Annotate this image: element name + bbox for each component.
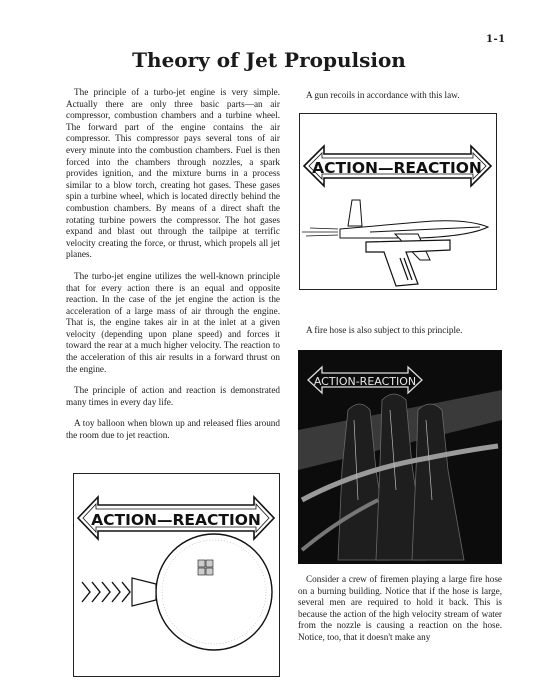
gun-arrow-label: ACTION—REACTION bbox=[312, 159, 482, 177]
paragraph-turbojet-basics: The principle of a turbo-jet engine is very simple. Actually there are only three basic parts—an air compressor, combustion chambers and a turbine wheel. The forward part of the engine contains the air compressor. This compressor pays several tons of air every minute into the combustion chambers. Fuel is then forced into the chambers through nozzles, a spark provides ignition, and the mixture burns in a process similar to a blow torch, creating hot gases. These gases spin a turbine wheel, which is located directly behind the combustion chambers. By means of a direct shaft the rotating turbine powers the compressor. The hot gases expand and blast out through the tailpipe at terrific velocity creating the force, or thrust, which propels all jet planes. bbox=[66, 87, 280, 260]
gun-figure bbox=[299, 113, 497, 290]
firemen-crew-text: Consider a crew of firemen playing a large fire hose on a burning building. Notice that if the hose is large, several men are required to hold it back. This is because the action of the high velocity stream of water from the nozzle is causing a reaction on the hose. Notice, too, that it doesn't make any bbox=[298, 574, 502, 642]
paragraph-toy-balloon: A toy balloon when blown up and released flies around the room due to jet reaction. bbox=[66, 418, 280, 441]
left-column bbox=[66, 87, 280, 452]
gun-illustration bbox=[300, 114, 495, 288]
pistol-icon bbox=[366, 240, 450, 286]
page-title: Theory of Jet Propulsion bbox=[132, 48, 406, 72]
hose-arrow-label: ACTION-REACTION bbox=[313, 375, 417, 388]
hose-caption: A fire hose is also subject to this principle. bbox=[306, 325, 463, 335]
balloon-figure bbox=[73, 473, 280, 677]
exhaust-lines-icon bbox=[302, 228, 338, 236]
firemen-figure bbox=[298, 350, 502, 564]
balloon-illustration bbox=[74, 474, 278, 675]
balloon-arrow-label: ACTION—REACTION bbox=[91, 511, 261, 529]
paragraph-action-reaction: The turbo-jet engine utilizes the well-known principle that for every action there is an equal and opposite reaction. In the case of the jet engine the action is the acceleration of a large mass of air through the engine. That is, the engine takes air in at the inlet at a given velocity (depending upon plane speed) and forces it toward the rear at a much higher velocity. The reaction to the acceleration of this air results in a forward thrust on the engine. bbox=[66, 270, 280, 374]
firemen-illustration bbox=[298, 350, 502, 564]
air-jet-chevrons-icon bbox=[82, 582, 130, 602]
paragraph-everyday-life: The principle of action and reaction is demonstrated many times in every day life. bbox=[66, 385, 280, 407]
balloon-icon bbox=[132, 534, 272, 650]
gun-caption: A gun recoils in accordance with this law. bbox=[306, 90, 460, 100]
page-number: 1-1 bbox=[486, 34, 506, 45]
